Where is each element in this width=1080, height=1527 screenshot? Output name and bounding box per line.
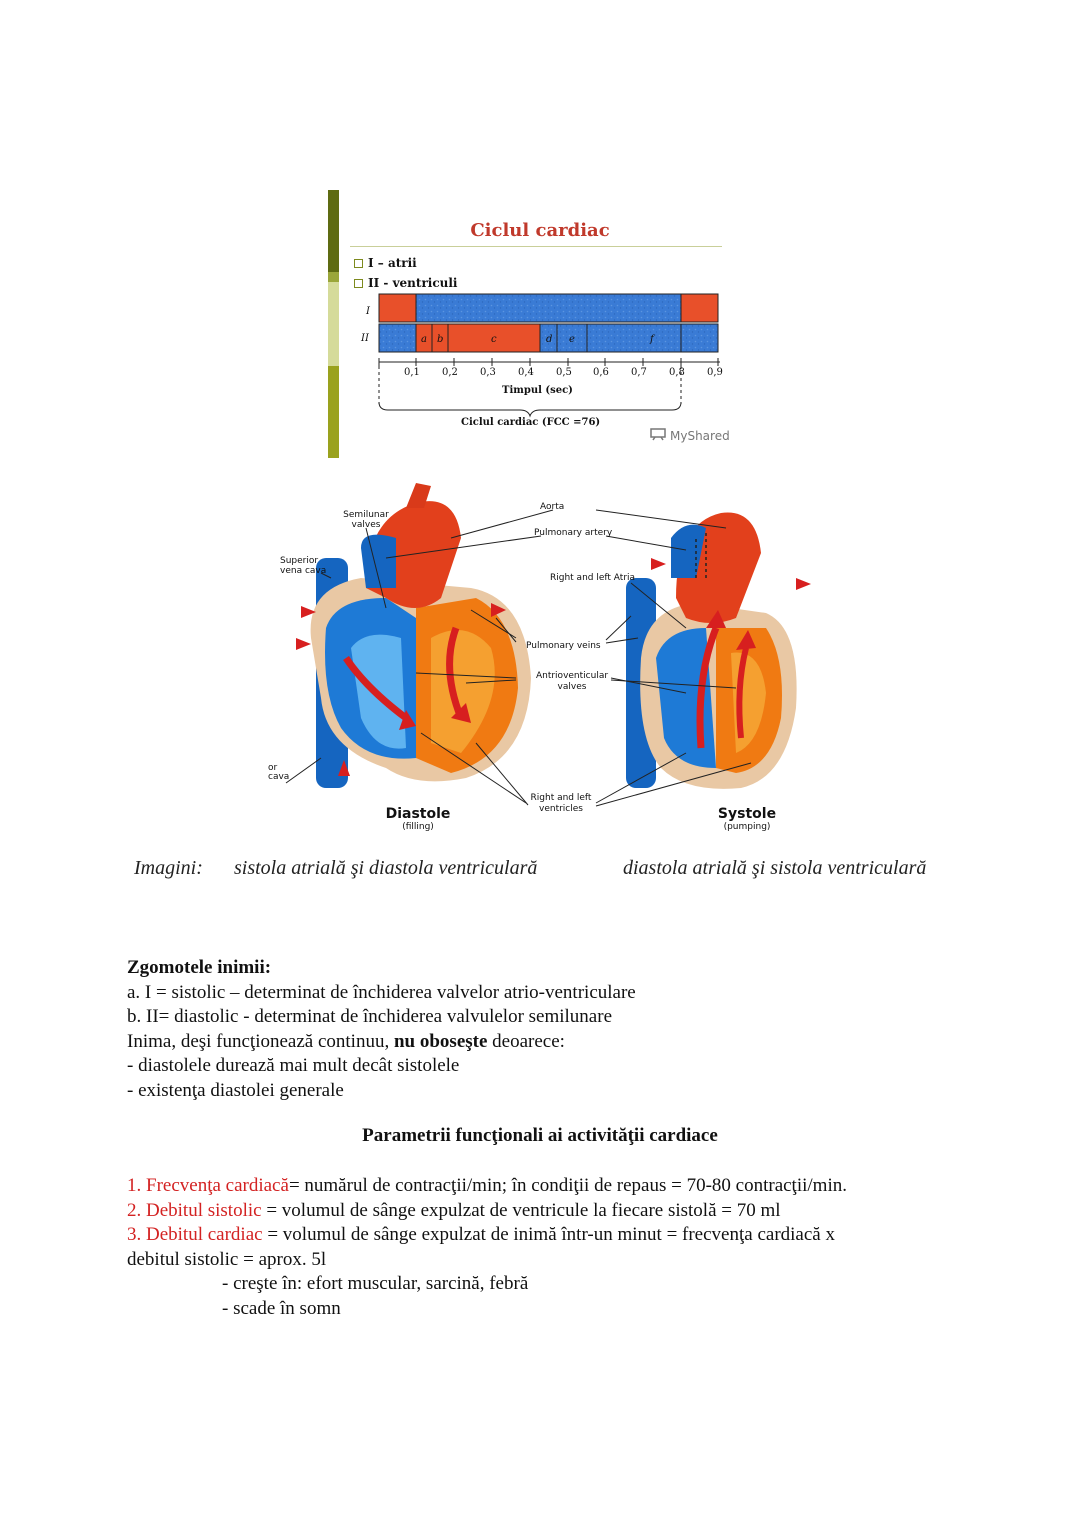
label-pulmonary-artery: Pulmonary artery [534, 528, 613, 538]
label-diastole-block [378, 806, 458, 832]
watermark-text: MyShared [670, 429, 730, 443]
output-decrease: - scade în somn [222, 1297, 341, 1319]
fatigue-sentence [127, 1030, 967, 1055]
label-superior-vena-cava [280, 556, 326, 576]
label-ventricles-line1: Right and left [530, 793, 592, 803]
row-label-ventricles: II [361, 333, 369, 344]
tick-label: 0,1 [404, 367, 420, 378]
legend-ventricles-label: II - ventriculi [368, 276, 458, 290]
tick-label: 0,4 [518, 367, 534, 378]
heart-sounds-section [127, 956, 967, 1103]
diastole-heart [296, 483, 531, 788]
param-cardiac-output-term: 3. Debitul cardiac [127, 1224, 263, 1245]
heart-diastole-systole-illustration [266, 478, 816, 840]
tick-label: 0,5 [556, 367, 572, 378]
caption-right: diastola atrială şi sistola ventriculară [623, 857, 927, 879]
label-atria: Right and left Atria [550, 573, 636, 583]
fatigue-sentence-bold: nu oboseşte [393, 1030, 488, 1052]
label-inferior-vena-cava [268, 764, 289, 782]
label-diastole: Diastole [385, 806, 451, 822]
legend-atria-label: I – atrii [368, 256, 417, 270]
label-systole-sub: (pumping) [723, 822, 771, 832]
param-heart-rate-def: = numărul de contracţii/min; în condiţii de repaus = 70-80 contracţii/min. [288, 1175, 847, 1196]
segment-label-d: d [546, 334, 553, 345]
label-semilunar-line1: Semilunar [343, 510, 389, 520]
reason-item: - diastolele durează mai mult decât sistolele [127, 1055, 460, 1076]
label-diastole-sub: (filling) [402, 822, 434, 832]
segment-label-e: e [569, 334, 575, 345]
row-label-atria: I [366, 306, 370, 317]
axis-label: Timpul (sec) [502, 385, 573, 396]
section-title-heart-sounds: Zgomotele inimii: [127, 957, 272, 978]
label-aorta: Aorta [540, 502, 565, 512]
param-heart-rate [127, 1174, 967, 1199]
fatigue-sentence-start: Inima, deşi funcţionează continuu, [127, 1030, 394, 1052]
label-systole: Systole [717, 806, 777, 822]
tick-label: 0,7 [631, 367, 647, 378]
slide-title: Ciclul cardiac [470, 220, 610, 241]
label-av-line2: valves [557, 682, 587, 692]
caption-left: sistola atrială şi diastola ventriculară [234, 857, 538, 879]
parameters-section [127, 1174, 967, 1321]
myshared-watermark [650, 428, 730, 444]
label-av-line1: Antrioventicular [535, 671, 609, 681]
param-heart-rate-term: 1. Frecvenţa cardiacă [127, 1175, 289, 1196]
param-stroke-volume-term: 2. Debitul sistolic [127, 1199, 262, 1221]
label-semilunar-line2: valves [351, 520, 381, 530]
label-ivc-line1: or [268, 763, 278, 773]
param-cardiac-output-def: = volumul de sânge expulzat de inimă într-un minut = frecvenţa cardiacă x [262, 1224, 835, 1245]
segment-label-a: a [421, 334, 427, 345]
fatigue-sentence-end: deoarece: [487, 1030, 565, 1052]
label-svc-line1: Superior [280, 556, 319, 566]
systole-heart [626, 513, 811, 789]
tick-label: 0,8 [669, 367, 685, 378]
sound-item-a: a. I = sistolic – determinat de închiderea valvelor atrio-ventriculare [127, 981, 636, 1003]
param-stroke-volume [127, 1199, 967, 1224]
label-av-valves [532, 671, 612, 693]
output-increase: - creşte în: efort muscular, sarcină, febră [222, 1273, 529, 1294]
cardiac-cycle-slide [328, 190, 752, 458]
segment-label-c: c [491, 334, 497, 345]
label-semilunar-valves [338, 510, 394, 530]
tick-label: 0,6 [593, 367, 609, 378]
param-stroke-volume-def: = volumul de sânge expulzat de ventricule la fiecare sistolă = 70 ml [261, 1199, 781, 1221]
caption-prefix: Imagini: [134, 857, 203, 879]
label-systole-block [707, 806, 787, 832]
label-svc-line2: vena cava [280, 566, 327, 576]
projector-icon [650, 428, 666, 444]
param-cardiac-output-cont: debitul sistolic = aprox. 5l [127, 1248, 327, 1270]
label-ventricles [526, 793, 596, 815]
tick-label: 0,9 [707, 367, 723, 378]
reason-item: - existenţa diastolei generale [127, 1079, 344, 1101]
cycle-brace-label: Ciclul cardiac (FCC =76) [461, 417, 601, 428]
label-pulmonary-veins: Pulmonary veins [526, 641, 601, 651]
tick-label: 0,3 [480, 367, 496, 378]
sound-item-b: b. II= diastolic - determinat de închiderea valvulelor semilunare [127, 1006, 613, 1027]
section-title-parameters: Parametrii funcţionali ai activităţii cardiace [362, 1125, 718, 1146]
param-cardiac-output [127, 1223, 967, 1248]
label-ivc-line2: cava [268, 772, 290, 782]
segment-label-b: b [437, 334, 444, 345]
segment-label-f: f [650, 334, 654, 345]
label-ventricles-line2: ventricles [539, 804, 583, 814]
tick-label: 0,2 [442, 367, 458, 378]
